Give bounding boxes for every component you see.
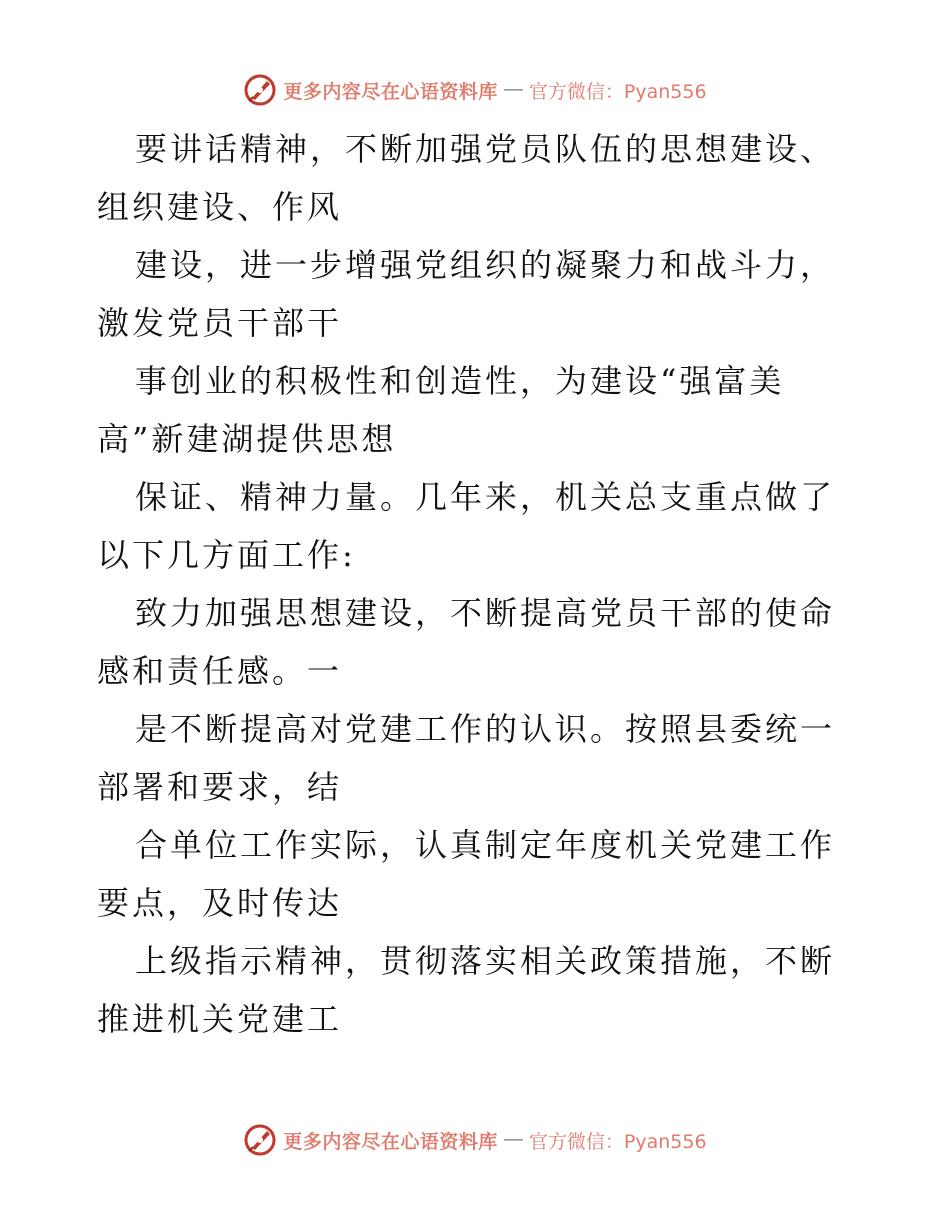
paragraph: 致力加强思想建设，不断提高党员干部的使命感和责任感。一 [97,594,836,690]
watermark-title: 更多内容尽在心语资料库 [283,1130,498,1153]
paragraph: 保证、精神力量。几年来，机关总支重点做了以下几方面工作: [97,478,836,574]
paragraph: 合单位工作实际，认真制定年度机关党建工作要点，及时传达 [97,826,836,922]
paragraph: 上级指示精神，贯彻落实相关政策措施，不断推进机关党建工 [97,942,836,1038]
quill-logo-icon [243,73,277,107]
document-body [97,120,857,1048]
quill-logo-icon [243,1123,277,1157]
watermark-dash: — [503,1129,523,1150]
paragraph: 是不断提高对党建工作的认识。按照县委统一部署和要求，结 [97,710,836,806]
watermark-dash: — [503,79,523,100]
footer-watermark [0,1120,950,1160]
paragraph: 建设，进一步增强党组织的凝聚力和战斗力，激发党员干部干 [97,246,836,342]
header-watermark [0,70,950,110]
watermark-wechat: 官方微信：Pyan556 [528,80,707,103]
paragraph: 事创业的积极性和创造性，为建设“强富美高”新建湖提供思想 [97,362,785,458]
watermark-title: 更多内容尽在心语资料库 [283,80,498,103]
watermark-wechat: 官方微信：Pyan556 [528,1130,707,1153]
paragraph: 要讲话精神，不断加强党员队伍的思想建设、组织建设、作风 [97,130,836,226]
